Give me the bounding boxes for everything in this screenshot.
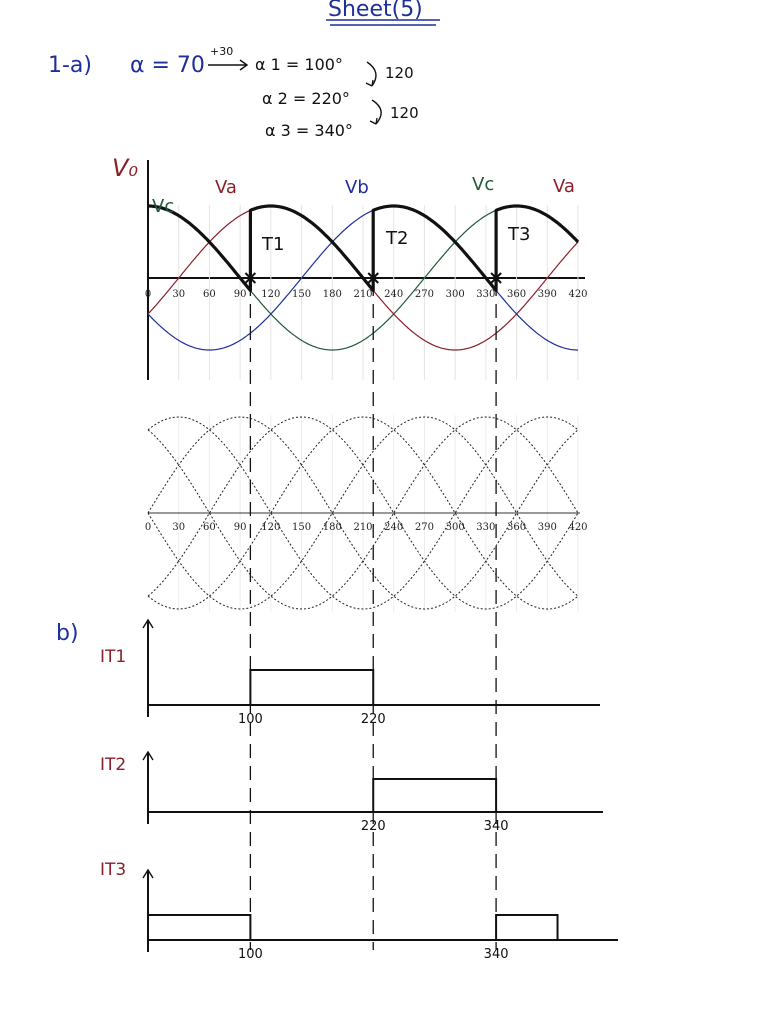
top-tick-180: 180 [322, 289, 342, 300]
mid-tick-360: 360 [507, 522, 527, 533]
current-mark-100: 100 [237, 712, 263, 727]
gap-2: 120 [390, 104, 419, 122]
phase-label-va-1: Va [215, 177, 237, 198]
current-mark-340: 340 [483, 947, 509, 962]
current-pulse [148, 915, 250, 940]
phase-label-vc-2: Vc [472, 174, 495, 195]
sheet-title: Sheet(5) [328, 0, 423, 22]
top-tick-120: 120 [261, 289, 281, 300]
current-pulse [373, 779, 496, 812]
part-b-label: b) [56, 621, 79, 646]
mid-tick-390: 390 [537, 522, 557, 533]
thyristor-current-waveforms [100, 620, 618, 962]
firing-guide-lines [250, 282, 496, 950]
mid-tick-150: 150 [292, 522, 312, 533]
top-tick-60: 60 [203, 289, 216, 300]
mid-tick-180: 180 [322, 522, 342, 533]
part-a-label: 1-a) [48, 53, 92, 78]
alpha-3: α 3 = 340° [265, 121, 353, 140]
alpha-1: α 1 = 100° [255, 55, 343, 74]
top-tick-0: 0 [144, 289, 152, 300]
top-tick-240: 240 [384, 289, 404, 300]
mid-tick-420: 420 [568, 522, 588, 533]
current-mark-220: 220 [360, 712, 386, 727]
gap-arrow-1 [366, 80, 373, 86]
top-tick-labels [145, 289, 588, 300]
top-tick-30: 30 [172, 289, 186, 300]
current-pulse [250, 670, 373, 705]
top-tick-360: 360 [507, 289, 527, 300]
top-tick-210: 210 [353, 289, 373, 300]
thyristor-label-t2: T2 [386, 228, 409, 249]
mid-tick-300: 300 [445, 522, 465, 533]
mid-tick-60: 60 [203, 522, 216, 533]
mid-tick-270: 270 [414, 522, 434, 533]
thyristor-label-t3: T3 [508, 224, 531, 245]
top-tick-390: 390 [537, 289, 557, 300]
gap-1: 120 [385, 64, 414, 82]
mid-tick-labels [145, 522, 588, 533]
current-mark-340: 340 [483, 819, 509, 834]
mid-tick-0: 0 [144, 522, 152, 533]
mid-tick-330: 330 [476, 522, 496, 533]
alpha-2: α 2 = 220° [262, 89, 350, 108]
mid-tick-90: 90 [233, 522, 247, 533]
current-mark-220: 220 [360, 819, 386, 834]
alpha-expression: α = 70 [130, 53, 205, 78]
output-voltage-plot [112, 154, 588, 380]
top-tick-150: 150 [292, 289, 312, 300]
phase-label-va-2: Va [553, 176, 575, 197]
current-pulse [496, 915, 557, 940]
thyristor-label-t1: T1 [262, 234, 285, 255]
shift-label: +30 [210, 45, 234, 58]
current-mark-100: 100 [237, 947, 263, 962]
mid-tick-240: 240 [384, 522, 404, 533]
top-tick-90: 90 [233, 289, 247, 300]
top-tick-330: 330 [476, 289, 496, 300]
mid-tick-30: 30 [172, 522, 186, 533]
mid-tick-210: 210 [353, 522, 373, 533]
current-label-it1: IT1 [100, 647, 127, 667]
current-label-it2: IT2 [100, 755, 127, 775]
supply-line-voltages-plot [145, 415, 588, 612]
top-tick-420: 420 [568, 289, 588, 300]
phase-label-vc-1: Vc [152, 196, 175, 217]
vo-axis-label: V₀ [112, 154, 139, 182]
top-tick-270: 270 [414, 289, 434, 300]
mid-tick-120: 120 [261, 522, 281, 533]
gap-arrow-2 [370, 118, 377, 124]
current-label-it3: IT3 [100, 860, 127, 880]
gap-brace-1 [367, 62, 376, 86]
top-tick-300: 300 [445, 289, 465, 300]
phase-label-vb: Vb [345, 177, 369, 198]
